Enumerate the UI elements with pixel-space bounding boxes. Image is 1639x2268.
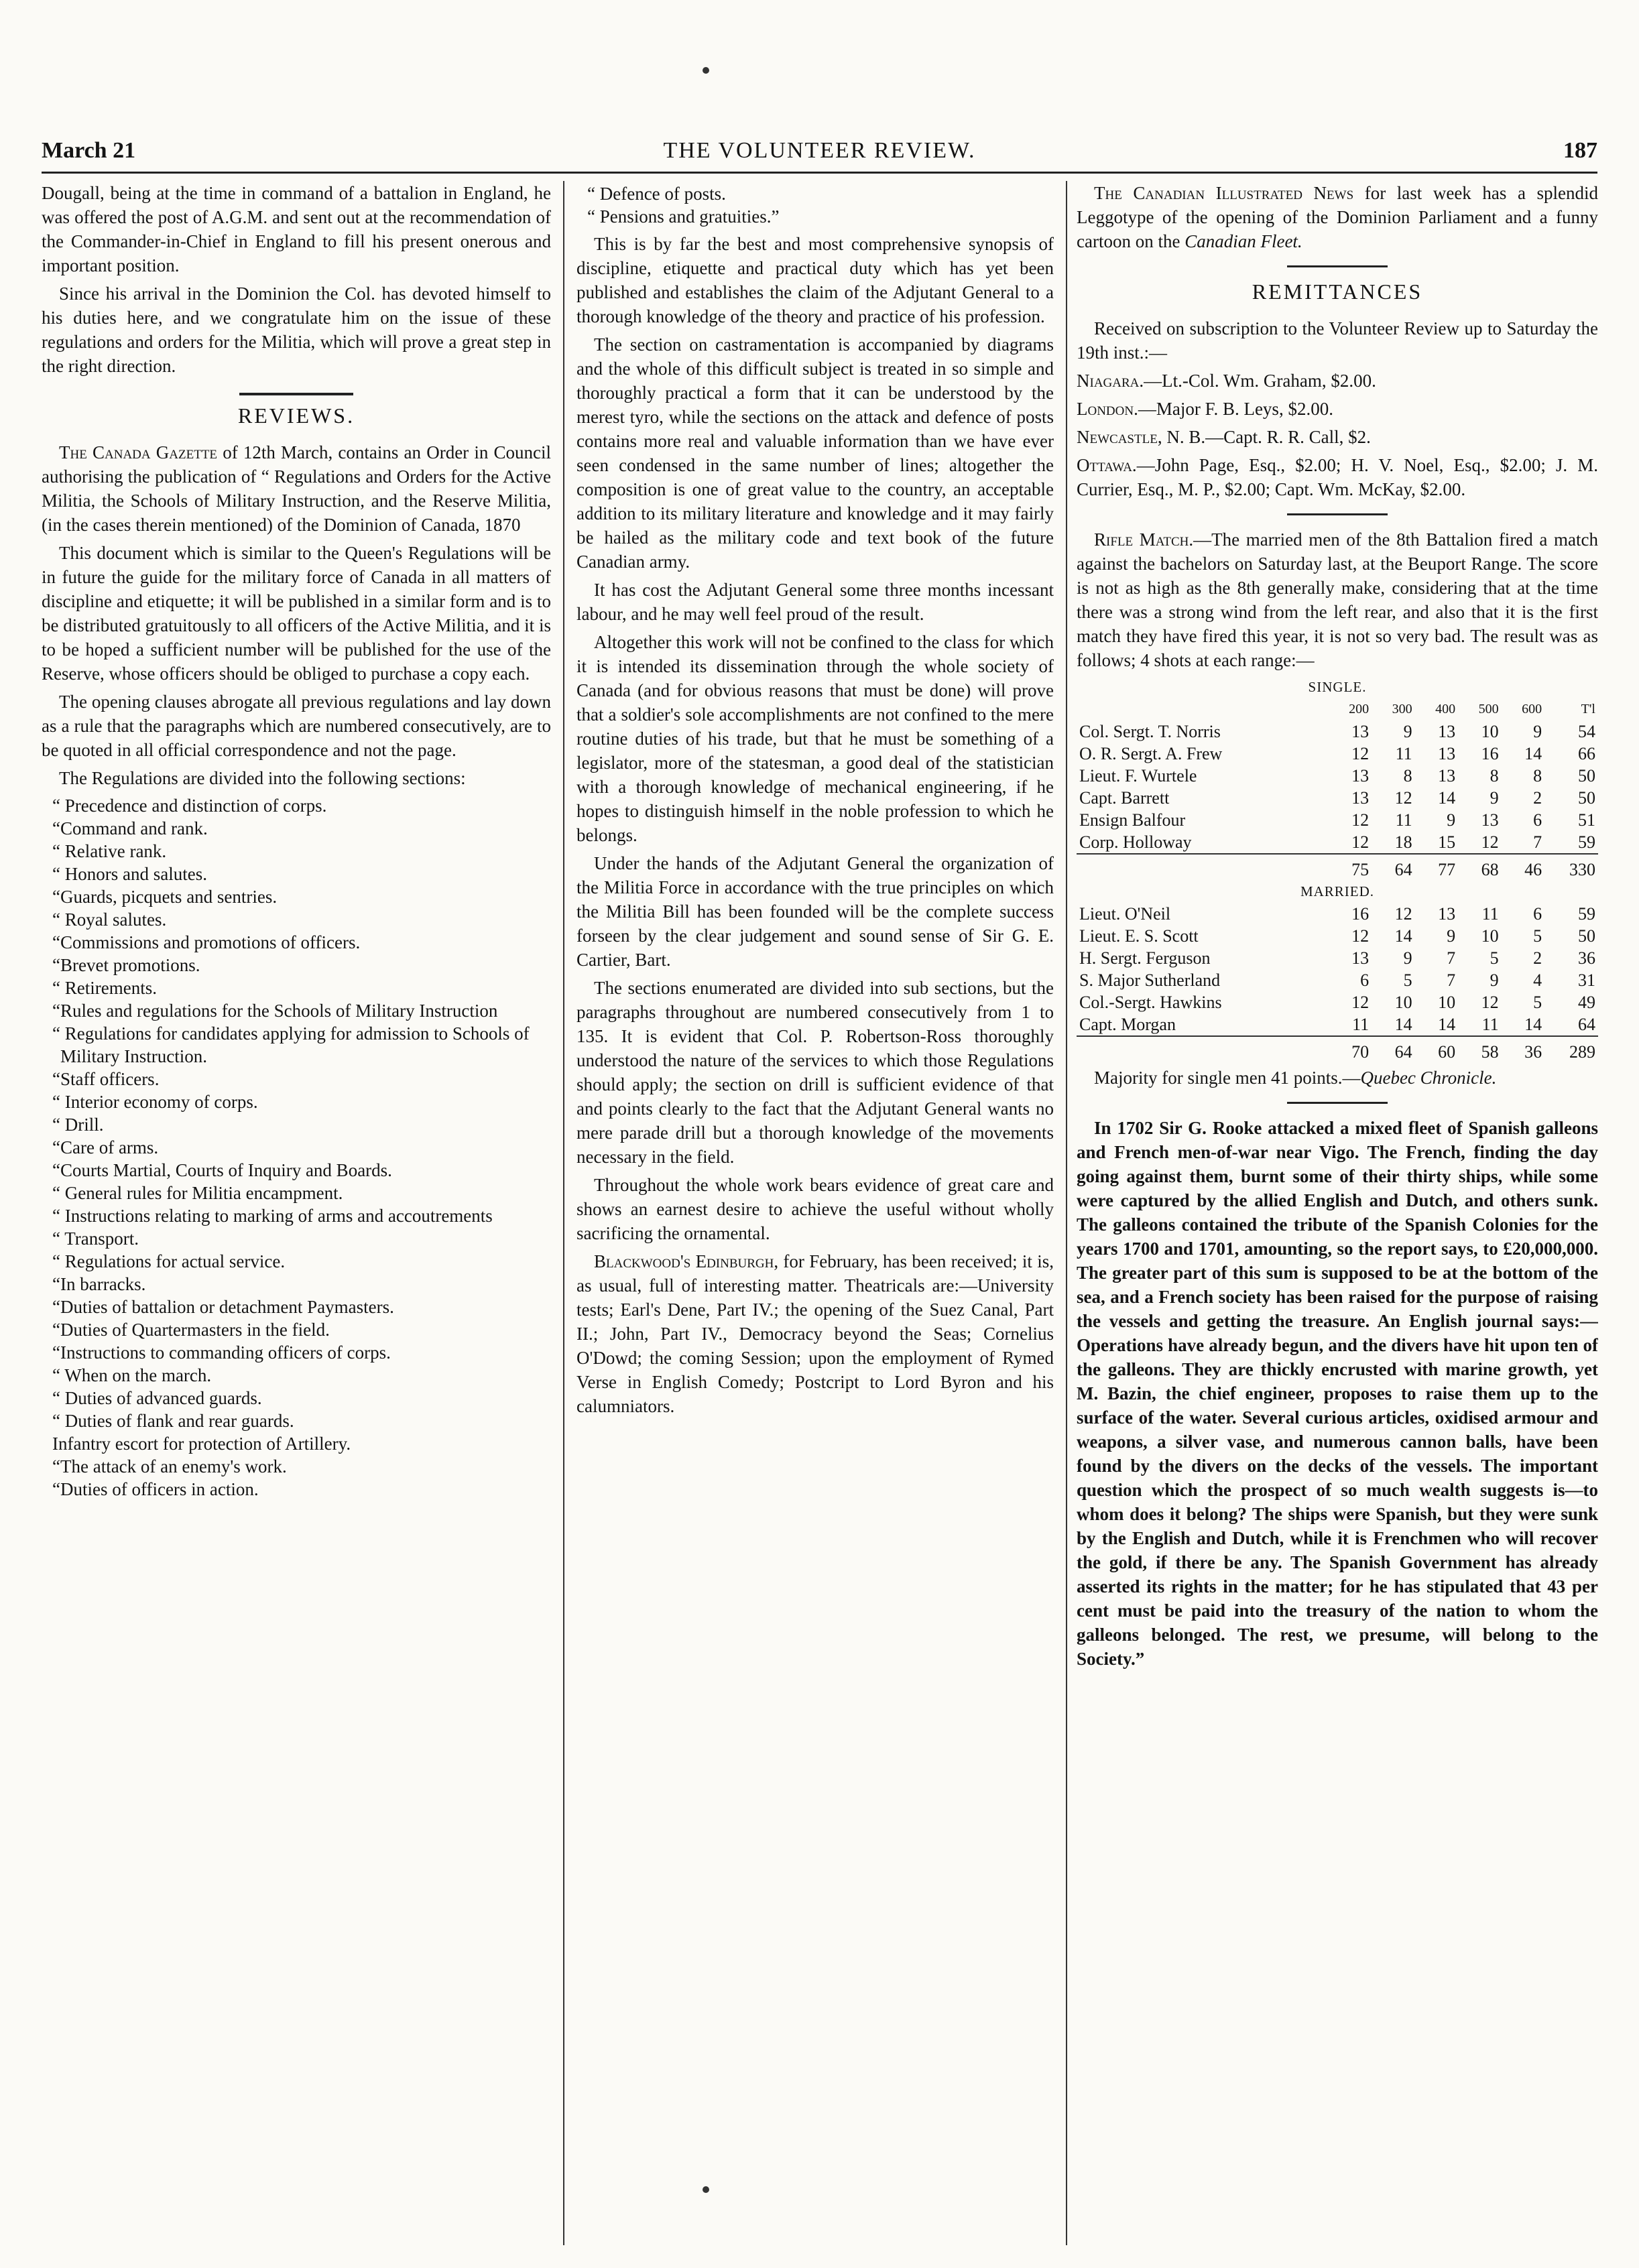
score-cell: 5 [1533,926,1542,946]
score-cell: 7 [1447,970,1456,990]
page-header [42,138,1597,174]
score-cell: 6 [1360,970,1370,990]
review-paragraph: It has cost the Adjutant General some three months incessant labour, and he may well feel proud of the result. [576,580,1054,624]
range-header: T'l [1581,702,1595,716]
score-cell: 10 [1481,722,1499,741]
list-item: “Commissions and promotions of officers. [52,932,361,952]
table-cell [1077,698,1329,720]
range-header-row [1077,698,1598,720]
table-cell [1077,854,1329,881]
shooter-name: Col.-Sergt. Hawkins [1079,993,1222,1012]
list-item: “ Transport. [52,1228,139,1249]
score-cell: 12 [1351,926,1370,946]
list-item: “ When on the march. [52,1365,212,1385]
review-paragraph: Under the hands of the Adjutant General the organization of the Militia Force in accordance with the true principles on which the Militia Bill has been founded will be the complete success forseen by the clear judgement and sound sense of Sir G. E. Cartier, Bart. [576,853,1054,970]
score-cell: 12 [1351,993,1370,1012]
list-item: Infantry escort for protection of Artillery. [52,1434,351,1454]
score-cell: 36 [1578,948,1595,968]
score-cell: 13 [1438,904,1456,924]
column-1 [42,181,551,2245]
list-item: “Command and rank. [52,818,208,838]
shooter-name: O. R. Sergt. A. Frew [1079,744,1223,763]
shooter-name: Corp. Holloway [1079,832,1192,852]
list-item: “ Relative rank. [52,841,167,861]
review-paragraph [42,440,551,537]
score-cell: 5 [1490,948,1499,968]
score-cell: 9 [1490,788,1499,808]
score-cell: 31 [1578,970,1595,990]
review-paragraph: Throughout the whole work bears evidence of great care and shows an earnest desire to achieve the useful without wholly sacrificing the ornamental. [576,1175,1054,1243]
table-row [1077,947,1598,969]
list-item: “ Duties of advanced guards. [52,1388,262,1408]
score-cell: 13 [1351,766,1370,785]
reviews-heading-text: REVIEWS. [237,403,355,428]
total-cell: 75 [1329,854,1372,881]
column-2 [576,181,1054,2245]
score-cell: 8 [1403,766,1412,785]
total-row [1077,854,1598,881]
remittance-place: Ottawa. [1077,455,1137,475]
score-cell: 14 [1394,926,1412,946]
score-cell: 12 [1481,993,1499,1012]
score-cell: 16 [1481,744,1499,763]
news-text: for last week has a splendid Leggotype of the opening of the Dominion Parliament and a funny cartoon on the [1077,183,1598,251]
score-cell: 11 [1395,744,1412,763]
score-cell: 10 [1394,993,1412,1012]
score-cell: 13 [1351,788,1370,808]
news-paragraph [1077,181,1598,253]
total-cell: 46 [1502,854,1545,881]
list-item: “ Honors and salutes. [52,864,207,884]
score-table [1077,676,1598,1063]
remittance-place: Niagara. [1077,371,1144,391]
range-header: 300 [1392,702,1412,716]
print-speck [703,67,709,74]
score-cell: 49 [1578,993,1595,1012]
list-item: “Duties of officers in action. [52,1479,259,1499]
list-item: “Brevet promotions. [52,955,200,975]
column-rule [563,181,564,2245]
list-item: “Guards, picquets and sentries. [52,887,278,907]
section-rule [1287,265,1388,267]
list-item: “Duties of battalion or detachment Paymasters. [52,1297,394,1317]
range-header: 600 [1522,702,1542,716]
score-cell: 6 [1533,810,1542,830]
score-cell: 14 [1394,1015,1412,1034]
list-item: “ Interior economy of corps. [52,1092,258,1112]
score-cell: 9 [1403,948,1412,968]
total-cell: 68 [1458,854,1502,881]
score-cell: 12 [1351,810,1370,830]
list-item: “ Pensions and gratuities.” [587,206,780,227]
list-item: “The attack of an enemy's work. [52,1456,287,1476]
review-text: of 12th March, contains an Order in Council authorising the publication of “ Regulations and Orders for the Active Militia, the Schools of Military Instruction, and the Reserve Militia, (in the cases therein mentioned) of the Dominion of Canada, 1870 [42,442,551,535]
score-cell: 13 [1351,722,1370,741]
table-row [1077,991,1598,1013]
rifle-match-title: Rifle Match. [1094,529,1194,550]
blackwood-paragraph [576,1249,1054,1418]
table-row [1077,831,1598,854]
score-cell: 9 [1490,970,1499,990]
score-cell: 18 [1394,832,1412,852]
score-cell: 50 [1578,766,1595,785]
score-cell: 59 [1578,904,1595,924]
score-cell: 14 [1438,1015,1456,1034]
news-name: The Canadian Illustrated News [1094,183,1354,203]
review-paragraph: Altogether this work will not be confined to the class for which it is intended its dissemination through the whole society of Canada (and for obvious reasons that must be done) will prove that a soldier's sole accomplishments are not confined to the mere routine duties of his trade, but that he must be something of a legislator, more of the statesman, a good deal of the statistician with a thorough knowledge of mechanical engineering, if he hopes to distinguish himself in the noble profession to which he belongs. [576,632,1054,845]
table-row [1077,720,1598,743]
review-paragraph: This is by far the best and most comprehensive synopsis of discipline, etiquette and practical duty which has yet been published and establishes the claim of the Adjutant General to a thorough knowledge of the theory and practice of his profession. [576,234,1054,326]
list-item: “Rules and regulations for the Schools of Military Instruction [52,1001,498,1021]
score-cell: 12 [1394,904,1412,924]
total-cell: 60 [1415,1036,1459,1063]
heading-rule [239,393,353,395]
remittance-text: —Major F. B. Leys, $2.00. [1138,399,1333,419]
remittance-text: —John Page, Esq., $2.00; H. V. Noel, Esq., $2.00; J. M. Currier, Esq., M. P., $2.00; Capt. Wm. McKay, $2.00. [1077,455,1598,499]
total-cell: 36 [1502,1036,1545,1063]
score-cell: 14 [1524,1015,1542,1034]
review-paragraph: The Regulations are divided into the following sections: [59,768,466,788]
total-cell: 70 [1329,1036,1372,1063]
score-cell: 16 [1351,904,1370,924]
shooter-name: S. Major Sutherland [1079,970,1221,990]
shooter-name: H. Sergt. Ferguson [1079,948,1211,968]
score-cell: 7 [1533,832,1542,852]
score-cell: 12 [1481,832,1499,852]
shooter-name: Capt. Barrett [1079,788,1170,808]
score-cell: 14 [1524,744,1542,763]
list-item: “ Regulations for candidates applying for admission to Schools of Military Instruction. [52,1023,530,1066]
remittance-entry [1077,397,1598,421]
rifle-match-text: —The married men of the 8th Battalion fired a match against the bachelors on Saturday last, at the Beuport Range. The score is not as high as the 8th generally make, considering that at the time there was a strong wind from the left rear, and also that it is the first match they have fired this year, it is not so very bad. The result was as follows; 4 shots at each range:— [1077,529,1598,670]
remittance-entry [1077,453,1598,501]
table-row [1077,809,1598,831]
score-cell: 12 [1351,744,1370,763]
range-header: 400 [1435,702,1456,716]
shooter-name: Lieut. F. Wurtele [1079,766,1197,785]
review-paragraph: The sections enumerated are divided into sub sections, but the paragraphs throughout are numbered consecutively from 1 to 135. It is evident that Col. P. Robertson-Ross thoroughly understood the nature of the services to which those Regulations should apply; the section on drill is sufficient evidence of that and points clearly to the fact that the Adjutant General wants no mere parade drill but a thorough knowledge of the movements necessary in the field. [576,978,1054,1167]
shooter-name: Ensign Balfour [1079,810,1186,830]
remittance-place: London. [1077,399,1138,419]
list-item: “Courts Martial, Courts of Inquiry and Boards. [52,1160,392,1180]
score-cell: 13 [1481,810,1499,830]
score-cell: 9 [1447,926,1456,946]
column-rule [1066,181,1067,2245]
list-item: “In barracks. [52,1274,146,1294]
score-cell: 13 [1438,766,1456,785]
score-cell: 50 [1578,926,1595,946]
list-item: “ Precedence and distinction of corps. [52,796,327,816]
score-cell: 11 [1395,810,1412,830]
shooter-name: Capt. Morgan [1079,1015,1176,1034]
score-cell: 11 [1481,904,1499,924]
sections-list [42,794,551,1501]
list-item: “ Retirements. [52,978,157,998]
header-title: THE VOLUNTEER REVIEW. [663,138,976,163]
review-paragraph: The opening clauses abrogate all previous regulations and lay down as a rule that the paragraphs which are numbered consecutively, are to be quoted in all official correspondence and not the page. [42,692,551,760]
reviews-heading [42,393,551,428]
range-header: 200 [1349,702,1370,716]
blackwood-text: for February, has been received; it is, as usual, full of interesting matter. Theatricals are:—University tests; Earl's Dene, Part IV.; the opening of the Suez Canal, Part II.; John, Part IV., Democracy beyond the Seas; Cornelius O'Dowd; the coming Session; upon the employment of Rymed Verse in English Comedy; Postcript to Lord Byron and his calumniators. [576,1251,1054,1416]
list-item: “Staff officers. [52,1069,160,1089]
remittance-entry [1077,425,1598,449]
section-rule [1287,1102,1388,1104]
score-cell: 7 [1447,948,1456,968]
total-cell: 330 [1544,854,1598,881]
score-cell: 10 [1438,993,1456,1012]
score-cell: 9 [1403,722,1412,741]
score-cell: 9 [1447,810,1456,830]
table-row [1077,1013,1598,1036]
score-cell: 11 [1481,1015,1499,1034]
score-cell: 10 [1481,926,1499,946]
list-item: “ General rules for Militia encampment. [52,1183,343,1203]
remittances-heading: REMITTANCES [1252,279,1423,304]
score-cell: 6 [1533,904,1542,924]
score-cell: 5 [1403,970,1412,990]
remittance-entry [1077,369,1598,393]
list-item: “Duties of Quartermasters in the field. [52,1320,330,1340]
score-cell: 59 [1578,832,1595,852]
shooter-name: Lieut. O'Neil [1079,904,1171,924]
score-cell: 2 [1533,788,1542,808]
shooter-name: Col. Sergt. T. Norris [1079,722,1221,741]
table-row [1077,743,1598,765]
score-cell: 51 [1578,810,1595,830]
list-item: “ Defence of posts. [587,184,726,204]
list-item: “Care of arms. [52,1137,159,1157]
rifle-match-paragraph [1077,527,1598,672]
total-cell: 289 [1544,1036,1598,1063]
list-item: “Instructions to commanding officers of corps. [52,1342,391,1363]
score-cell: 13 [1351,948,1370,968]
majority-paragraph [1077,1066,1598,1090]
score-cell: 8 [1490,766,1499,785]
score-cell: 4 [1533,970,1542,990]
score-cell: 54 [1578,722,1595,741]
range-header: 500 [1478,702,1499,716]
intro-paragraph: Dougall, being at the time in command of a battalion in England, he was offered the post of A.G.M. and sent out at the recommendation of the Commander-in-Chief in England to fill his present onerous and important position. [42,183,551,275]
remittances-intro: Received on subscription to the Volunteer Review up to Saturday the 19th inst.:— [1077,318,1598,363]
total-cell: 58 [1458,1036,1502,1063]
remittance-text: N. B.—Capt. R. R. Call, $2. [1162,427,1371,447]
remittance-list [1077,369,1598,501]
score-cell: 15 [1438,832,1456,852]
score-cell: 14 [1438,788,1456,808]
table-subheading: SINGLE. [1308,679,1367,695]
news-italic: Canadian Fleet. [1185,231,1302,251]
majority-source: Quebec Chronicle. [1360,1068,1497,1088]
total-cell: 64 [1372,854,1415,881]
table-row [1077,925,1598,947]
total-cell: 64 [1372,1036,1415,1063]
list-item: “ Instructions relating to marking of arms and accoutrements [52,1206,493,1226]
list-item: “ Drill. [52,1115,104,1135]
review-paragraph: This document which is similar to the Queen's Regulations will be in future the guide for the military force of Canada in all matters of discipline and etiquette; it will be published in a similar form and is to be distributed gratuitously to all officers of the Active Militia, and it is to be hoped a sufficient number will be published for the use of the Reserve, whose officers should be obliged to purchase a copy each. [42,543,551,684]
score-cell: 13 [1438,744,1456,763]
vigo-paragraph: In 1702 Sir G. Rooke attacked a mixed fleet of Spanish galleons and French men-of-war near Vigo. The French, finding the day going against them, burnt some of their thirty ships, while some were captured by the allied English and Dutch, and others sunk. The galleons contained the tribute of the Spanish Colonies for the years 1700 and 1701, amounting, so the report says, to £20,000,000. The greater part of this sum is supposed to be at the bottom of the sea, and a French society has been raised for the purpose of raising the vessels and getting the treasure. An English journal says:— Operations have already begun, and the divers have hit upon ten of the galleons. They are thickly encrusted with marine growth, yet M. Bazin, the chief engineer, proposes to raise them up to the surface of the water. Several curious articles, oxidised armour and weapons, a silver vase, and numerous cannon balls, have been found by the divers on the decks of the vessels. The important question which the prospect of so much wealth suggests is—to whom does it belong? The ships were Spanish, but they were sunk by the English and Dutch, while it is Frenchmen who will recover the gold, if there be any. The Spanish Government has already asserted its rights in the matter; for he has stipulated that 43 per cent must be paid into the treasury of the nation to whom the galleons belonged. The rest, we presume, will belong to the Society.” [1077,1118,1598,1669]
remittance-place: Newcastle, [1077,427,1162,447]
single-heading-row [1077,676,1598,698]
score-cell: 12 [1394,788,1412,808]
score-cell: 50 [1578,788,1595,808]
header-page-number: 187 [1563,138,1597,163]
married-heading-row [1077,881,1598,903]
score-cell: 5 [1533,993,1542,1012]
intro-paragraph: Since his arrival in the Dominion the Col. has devoted himself to his duties here, and we congratulate him on the issue of these regulations and orders for the Militia, which will prove a great step in the right direction. [42,284,551,376]
score-cell: 66 [1578,744,1595,763]
total-cell: 77 [1415,854,1459,881]
sections-list-continued [576,182,1054,228]
column-3 [1077,181,1598,2245]
gazette-name: The Canada Gazette [59,442,218,462]
table-row [1077,969,1598,991]
table-row [1077,903,1598,925]
table-cell [1077,1036,1329,1063]
majority-text: Majority for single men 41 points.— [1094,1068,1361,1088]
score-cell: 64 [1578,1015,1595,1034]
list-item: “ Duties of flank and rear guards. [52,1411,294,1431]
section-rule [1287,513,1388,515]
list-item: “ Royal salutes. [52,909,167,930]
score-cell: 12 [1351,832,1370,852]
review-paragraph: The section on castramentation is accompanied by diagrams and the whole of this difficult subject is treated in so simple and thoroughly practical a form that it can be understood by the merest tyro, while the sections on the attack and defence of posts contains more real and valuable information than we have ever seen condensed in the same number of lines; altogether the composition is one of great value to the country, an acceptable addition to its military literature and knowledge and it may fairly be hailed as the military code and text book of the future Canadian army. [576,334,1054,572]
list-item: “ Regulations for actual service. [52,1251,286,1271]
score-cell: 13 [1438,722,1456,741]
total-row [1077,1036,1598,1063]
score-cell: 8 [1533,766,1542,785]
table-row [1077,787,1598,809]
shooter-name: Lieut. E. S. Scott [1079,926,1199,946]
score-cell: 11 [1352,1015,1370,1034]
blackwood-name: Blackwood's Edinburgh, [594,1251,779,1271]
table-row [1077,765,1598,787]
header-date: March 21 [42,138,136,163]
score-cell: 9 [1533,722,1542,741]
score-cell: 2 [1533,948,1542,968]
table-subheading: MARRIED. [1300,883,1375,899]
remittance-text: —Lt.-Col. Wm. Graham, $2.00. [1144,371,1376,391]
